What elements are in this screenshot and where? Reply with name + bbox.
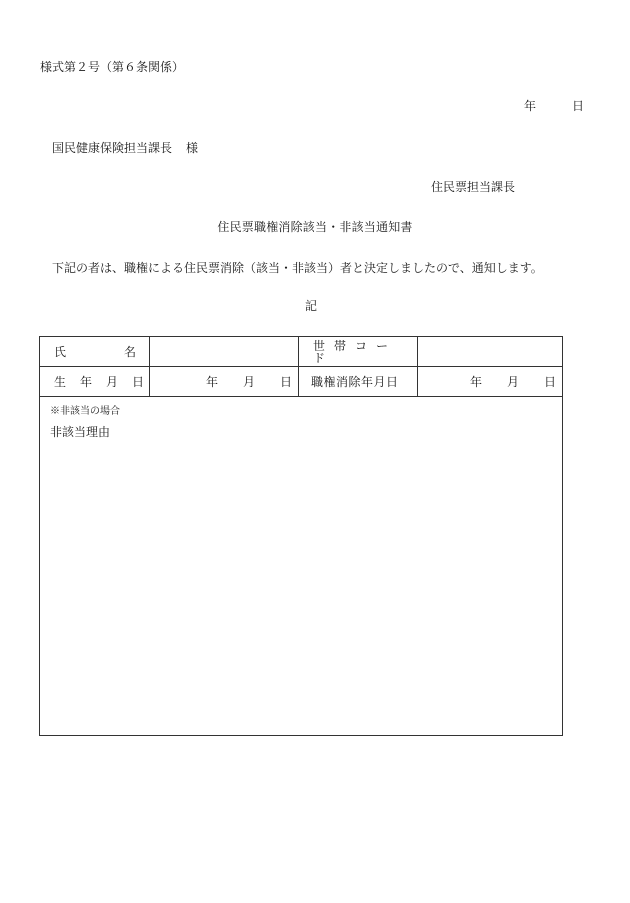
birthdate-label-1: 生 [54,374,67,389]
deletion-day-label: 日 [543,374,556,389]
date-line [524,100,584,112]
household-code-label: 世帯コード [299,337,418,367]
name-label [40,337,150,367]
name-label-2: 名 [124,344,137,359]
remarks-reason-label: 非該当理由 [50,425,111,439]
deletion-month-label: 月 [506,374,519,389]
document-title: 住民票職権消除該当・非該当通知書 [217,220,413,234]
date-day-label: 日 [572,99,585,113]
birthdate-label-2: 年 [80,374,93,389]
table-row [40,367,563,397]
sender: 住民票担当課長 [431,180,516,194]
name-label-1: 氏 [54,344,67,359]
form-number: 様式第２号（第６条関係） [40,60,185,74]
table-row [40,337,563,367]
body-text: 下記の者は、職権による住民票消除（該当・非該当）者と決定しましたので、通知します。 [52,261,543,275]
deletion-year-label: 年 [469,374,482,389]
birthdate-field[interactable] [150,367,299,397]
birthdate-label [40,367,150,397]
deletion-date-label: 職権消除年月日 [299,367,418,397]
table-row [40,397,563,736]
birthdate-label-3: 月 [106,374,119,389]
addressee-honorific: 様 [186,141,199,155]
remarks-note: ※非該当の場合 [50,406,120,417]
addressee-name: 国民健康保険担当課長 [52,141,173,155]
birth-month-label: 月 [242,374,255,389]
household-code-field[interactable] [418,337,563,367]
record-table [39,336,563,736]
ki-heading: 記 [304,299,317,313]
date-year-label: 年 [524,99,537,113]
deletion-date-field[interactable] [418,367,563,397]
name-field[interactable] [150,337,299,367]
birthdate-label-4: 日 [132,374,145,389]
birth-day-label: 日 [279,374,292,389]
addressee [52,142,198,154]
birth-year-label: 年 [205,374,218,389]
remarks-cell[interactable] [40,397,563,736]
